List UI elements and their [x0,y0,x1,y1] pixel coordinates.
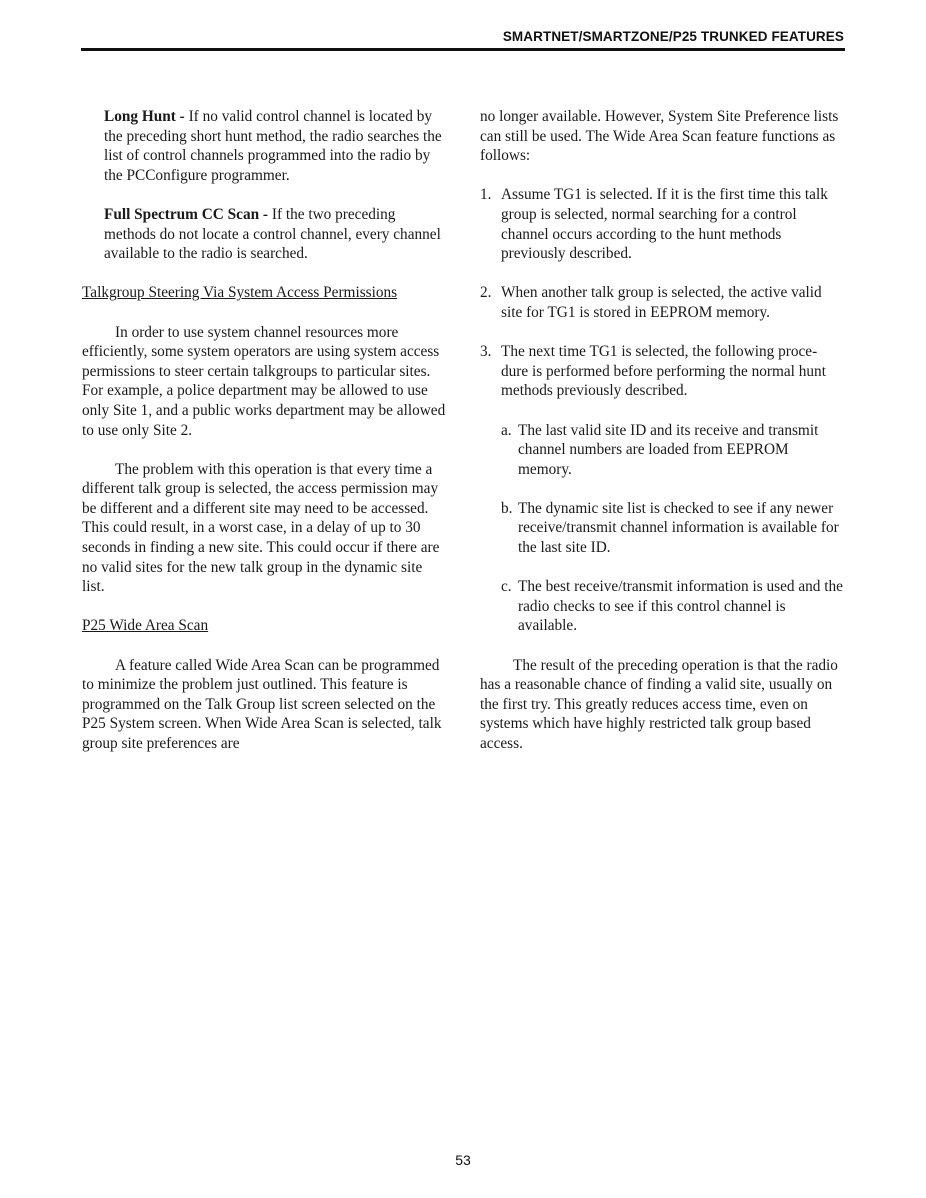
steering-paragraph-1: In order to use system channel resources more efficiently, some system operators are using system access permissions to steer certain talkgroups to particular sites. For example, a police department may be allowed to use only Site 1, and a public works department may be allowed to use only Site 2. [82,323,446,439]
wide-area-paragraph: A feature called Wide Area Scan can be programmed to minimize the problem just outlined. This feature is programmed on the Talk Group list screen selected on the P25 System screen. When Wide Area Scan is selected, talk group site preferences are [82,656,442,752]
sub-list-item [480,499,844,558]
wide-area-heading-text: P25 Wide Area Scan [82,617,209,635]
sub-list-item-text: The best receive/transmit information is used and the radio checks to see if this control channel is available. [518,578,843,635]
sub-list-item-text: The last valid site ID and its receive and transmit channel numbers are loaded from EEPROM memory. [518,421,819,478]
list-item-text: Assume TG1 is selected. If it is the first time this talk group is selected, normal searching for a control channel occurs according to the hunt methods previously described. [501,186,828,263]
sub-list-item-letter: b. [501,499,513,517]
list-item-text: The next time TG1 is selected, the following proce-dure is performed before performing the normal hunt methods previously described. [501,343,826,400]
left-column [82,107,446,773]
result-paragraph: The result of the preceding operation is that the radio has a reasonable chance of finding a valid site, usually on the first try. This greatly reduces access time, even on systems which have highly restricted talk group based access. [480,656,838,752]
sub-list-item-text: The dynamic site list is checked to see if any newer receive/transmit channel information is available for the last site ID. [518,499,839,557]
steering-heading-text: Talkgroup Steering Via System Access Permissions [82,284,398,302]
page-header-title: SMARTNET/SMARTZONE/P25 TRUNKED FEATURES [502,29,844,44]
list-item [480,342,844,401]
list-item-number: 3. [480,343,492,361]
list-item [480,283,844,322]
steering-heading [82,283,446,303]
long-hunt-paragraph [82,107,446,185]
right-column [480,107,844,773]
full-spectrum-text: If the two preceding methods do not locate a control channel, every channel available to the radio is searched. [104,205,441,263]
page-number: 53 [455,1152,471,1168]
sub-list-item-letter: c. [501,578,512,596]
full-spectrum-paragraph [82,205,446,264]
wide-area-heading [82,616,446,636]
sub-list-item [480,421,844,480]
steering-paragraph-2: The problem with this operation is that every time a different talk group is selected, the access permission may be different and a different site may need to be accessed. This could result, in a worst case, in a delay of up to 30 seconds in finding a new site. This could occur if there are no valid sites for the new talk group in the dynamic site list. [82,460,440,596]
sub-list-item-letter: a. [501,421,512,439]
list-item-text: When another talk group is selected, the active valid site for TG1 is stored in EEPROM memory. [501,284,822,321]
long-hunt-term: Long Hunt - [104,108,185,125]
header-rule [81,48,845,51]
list-item-number: 1. [480,186,492,204]
sub-list-item [480,577,844,636]
wide-area-intro: no longer available. However, System Site Preference lists can still be used. The Wide Area Scan feature functions as follows: [480,108,839,165]
list-item-number: 2. [480,284,492,302]
full-spectrum-term: Full Spectrum CC Scan - [104,205,269,223]
list-item [480,185,844,263]
long-hunt-text: If no valid control channel is located by the preceding short hunt method, the radio searches the list of control channels programmed into the radio by the PCConfigure programmer. [104,108,442,184]
